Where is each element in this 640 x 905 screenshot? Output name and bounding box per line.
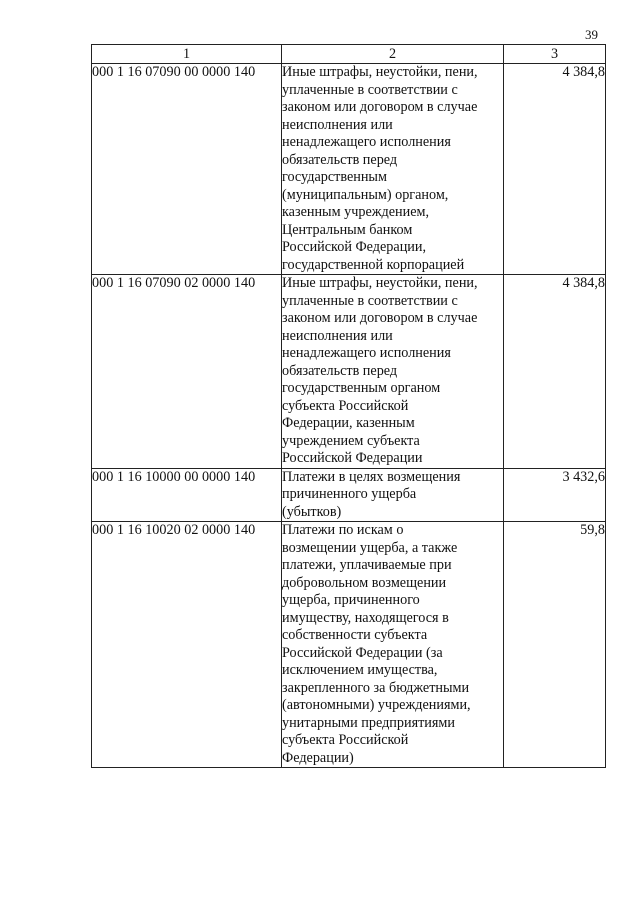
income-name-line: государственным органом bbox=[282, 380, 441, 396]
income-name-line: платежи, уплачиваемые при bbox=[282, 557, 452, 573]
column-header-name: 2 bbox=[282, 45, 504, 64]
income-name-line: Иные штрафы, неустойки, пени, bbox=[282, 275, 478, 291]
amount-cell: 3 432,6 bbox=[504, 468, 606, 522]
income-name-line: государственным bbox=[282, 169, 387, 185]
table-row bbox=[92, 275, 606, 469]
income-name-line: учреждением субъекта bbox=[282, 432, 420, 449]
income-name-line: Центральным банком bbox=[282, 221, 413, 238]
table-row bbox=[92, 468, 606, 522]
budget-income-table bbox=[91, 44, 606, 768]
income-name-line: добровольном возмещении bbox=[282, 574, 447, 591]
income-name-line: ущерба, причиненного bbox=[282, 592, 420, 608]
table-header-row bbox=[92, 45, 606, 64]
income-name-cell bbox=[282, 64, 504, 275]
income-name-line: собственности субъекта bbox=[282, 627, 428, 643]
income-code-cell: 000 1 16 07090 02 0000 140 bbox=[92, 275, 282, 469]
amount-cell: 4 384,8 bbox=[504, 275, 606, 469]
income-name-line: унитарными предприятиями bbox=[282, 714, 455, 731]
income-name-line: закрепленного за бюджетными bbox=[282, 679, 470, 696]
table-row bbox=[92, 64, 606, 275]
income-name-line: обязательств перед bbox=[282, 362, 398, 379]
income-name-line: причиненного ущерба bbox=[282, 486, 417, 502]
income-name-line: Российской Федерации, bbox=[282, 239, 427, 255]
income-name-line: государственной корпорацией bbox=[282, 256, 465, 273]
income-name-line: имуществу, находящегося в bbox=[282, 609, 449, 626]
income-name-line: Российской Федерации (за bbox=[282, 644, 443, 661]
income-name-line: Российской Федерации bbox=[282, 450, 423, 466]
income-name-line: Иные штрафы, неустойки, пени, bbox=[282, 64, 478, 80]
table-body bbox=[92, 64, 606, 768]
amount-cell: 4 384,8 bbox=[504, 64, 606, 275]
income-code-cell: 000 1 16 10000 00 0000 140 bbox=[92, 468, 282, 522]
income-name-line: возмещении ущерба, а также bbox=[282, 539, 458, 556]
income-name-cell bbox=[282, 275, 504, 469]
income-name-line: Платежи по искам о bbox=[282, 522, 404, 538]
page-number: 39 bbox=[585, 27, 598, 42]
income-name-cell bbox=[282, 468, 504, 522]
income-name-line: Федерации) bbox=[282, 749, 354, 766]
income-name-line: законом или договором в случае bbox=[282, 99, 478, 115]
income-name-line: ненадлежащего исполнения bbox=[282, 345, 451, 361]
income-code-cell: 000 1 16 07090 00 0000 140 bbox=[92, 64, 282, 275]
column-header-amount: 3 bbox=[504, 45, 606, 64]
income-name-line: Федерации, казенным bbox=[282, 415, 415, 431]
income-name-line: неисполнения или bbox=[282, 327, 393, 344]
income-name-line: законом или договором в случае bbox=[282, 310, 478, 326]
column-header-code: 1 bbox=[92, 45, 282, 64]
income-name-cell bbox=[282, 522, 504, 768]
income-name-line: субъекта Российской bbox=[282, 397, 409, 414]
income-name-line: неисполнения или bbox=[282, 116, 393, 133]
income-name-line: обязательств перед bbox=[282, 151, 398, 168]
income-name-line: (муниципальным) органом, bbox=[282, 186, 449, 203]
amount-cell: 59,8 bbox=[504, 522, 606, 768]
income-name-line: уплаченные в соответствии с bbox=[282, 292, 458, 309]
income-name-line: исключением имущества, bbox=[282, 662, 438, 678]
income-name-line: ненадлежащего исполнения bbox=[282, 134, 451, 150]
table-row bbox=[92, 522, 606, 768]
income-name-line: (убытков) bbox=[282, 503, 342, 520]
income-code-cell: 000 1 16 10020 02 0000 140 bbox=[92, 522, 282, 768]
income-name-line: (автономными) учреждениями, bbox=[282, 697, 471, 713]
income-name-line: казенным учреждением, bbox=[282, 204, 430, 220]
income-name-line: субъекта Российской bbox=[282, 732, 409, 748]
income-name-line: уплаченные в соответствии с bbox=[282, 81, 458, 98]
income-name-line: Платежи в целях возмещения bbox=[282, 468, 461, 485]
